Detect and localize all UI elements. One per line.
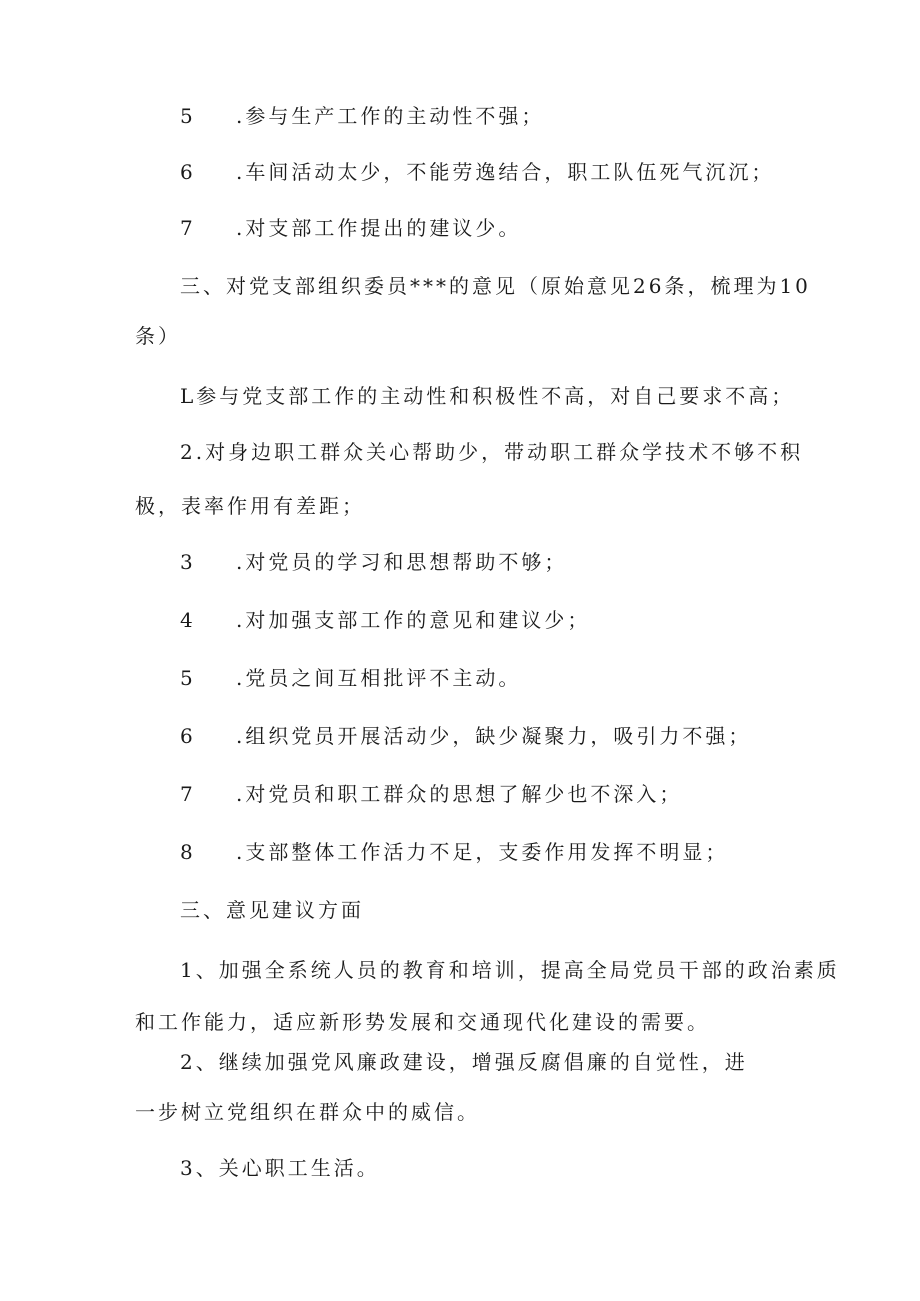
paragraph: 3、关心职工生活。 — [180, 1156, 380, 1180]
item-number: 5 — [180, 666, 196, 690]
section-heading: 三、对党支部组织委员***的意见（原始意见26条，梳理为10 — [180, 274, 811, 298]
item-text: .对党员的学习和思想帮助不够； — [236, 550, 568, 574]
item-number: 6 — [180, 724, 196, 748]
item-number: 8 — [180, 840, 196, 864]
paragraph-continued: 和工作能力，适应新形势发展和交通现代化建设的需要。 — [135, 1010, 710, 1034]
item-text: .对党员和职工群众的思想了解少也不深入； — [236, 782, 683, 806]
item-text: .组织党员开展活动少，缺少凝聚力，吸引力不强； — [236, 724, 752, 748]
item-number: 5 — [180, 104, 196, 128]
list-item: 2.对身边职工群众关心帮助少，带动职工群众学技术不够不积 — [180, 440, 804, 464]
item-number: 3 — [180, 550, 196, 574]
item-number: 4 — [180, 608, 196, 632]
section-heading: 三、意见建议方面 — [180, 898, 364, 922]
item-text: .车间活动太少，不能劳逸结合，职工队伍死气沉沉； — [236, 160, 775, 184]
item-text: .党员之间互相批评不主动。 — [236, 666, 522, 690]
item-number: 7 — [180, 216, 196, 240]
item-text: .对加强支部工作的意见和建议少； — [236, 608, 591, 632]
list-item-continued: 极，表率作用有差距； — [135, 494, 365, 518]
item-number: 7 — [180, 782, 196, 806]
paragraph: 2、继续加强党风廉政建设，增强反腐倡廉的自觉性，进 — [180, 1050, 748, 1074]
item-text: .对支部工作提出的建议少。 — [236, 216, 522, 240]
item-text: .参与生产工作的主动性不强； — [236, 104, 545, 128]
paragraph-continued: 一步树立党组织在群众中的威信。 — [135, 1100, 480, 1124]
item-number: 6 — [180, 160, 196, 184]
paragraph: 1、加强全系统人员的教育和培训，提高全局党员干部的政治素质 — [180, 958, 840, 982]
item-text: .支部整体工作活力不足，支委作用发挥不明显； — [236, 840, 729, 864]
list-item: L参与党支部工作的主动性和积极性不高，对自己要求不高； — [180, 384, 795, 408]
section-heading-continued: 条） — [135, 324, 181, 348]
